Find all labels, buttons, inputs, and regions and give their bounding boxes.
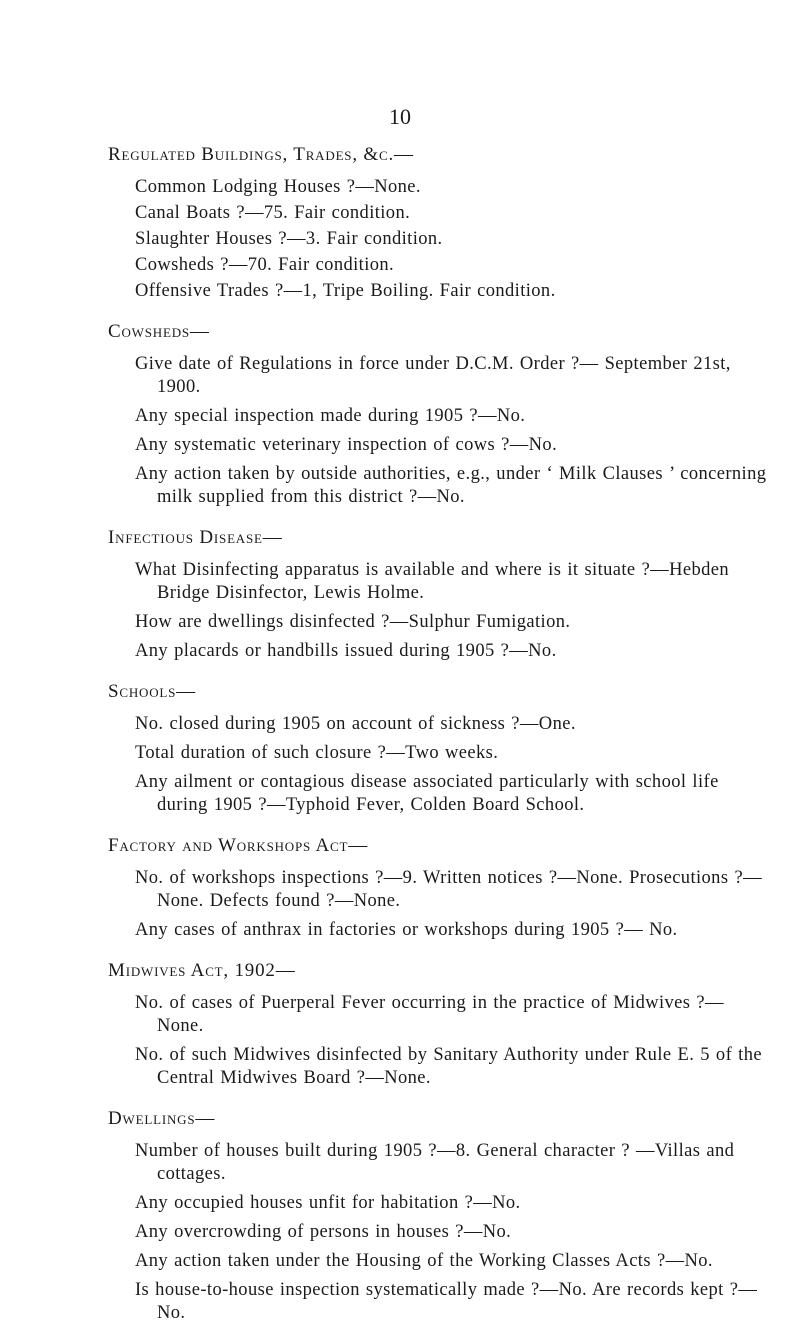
entry: Offensive Trades ?—1, Tripe Boiling. Fair condition. xyxy=(135,281,556,301)
section-infectious-disease xyxy=(108,526,768,663)
section-heading: Cowsheds— xyxy=(108,321,210,342)
section-heading: Dwellings— xyxy=(108,1108,216,1129)
section-factory-workshops-act xyxy=(108,834,768,942)
entry: Cowsheds ?—70. Fair condition. xyxy=(135,255,395,275)
section-heading: Regulated Buildings, Trades, &c.— xyxy=(108,144,414,165)
section-heading: Schools— xyxy=(108,681,196,702)
document-body xyxy=(108,143,768,1342)
entry: What Disinfecting apparatus is available and where is it situate ?—Hebden Bridge Disinfector, Lewis Holme. xyxy=(135,560,730,603)
entry: Any action taken under the Housing of the Working Classes Acts ?—No. xyxy=(135,1251,713,1271)
entry: No. of cases of Puerperal Fever occurring in the practice of Midwives ?—None. xyxy=(135,993,724,1036)
section-heading: Factory and Workshops Act— xyxy=(108,835,369,856)
page-number: 10 xyxy=(389,104,411,129)
section-schools xyxy=(108,680,768,817)
section-cowsheds xyxy=(108,320,768,509)
entry: How are dwellings disinfected ?—Sulphur Fumigation. xyxy=(135,612,571,632)
section-heading: Infectious Disease— xyxy=(108,527,283,548)
entry: No. of such Midwives disinfected by Sanitary Authority under Rule E. 5 of the Central Midwives Board ?—None. xyxy=(135,1045,762,1088)
entry: Any placards or handbills issued during 1905 ?—No. xyxy=(135,641,557,661)
entry: No. closed during 1905 on account of sickness ?—One. xyxy=(135,714,576,734)
entry: No. of workshops inspections ?—9. Written notices ?—None. Prosecutions ?—None. Defects found ?—None. xyxy=(135,868,762,911)
entry: Common Lodging Houses ?—None. xyxy=(135,177,421,197)
entry: Number of houses built during 1905 ?—8. General character ? —Villas and cottages. xyxy=(135,1141,735,1184)
entry: Give date of Regulations in force under D.C.M. Order ?— September 21st, 1900. xyxy=(135,354,731,397)
section-heading: Midwives Act, 1902— xyxy=(108,960,296,981)
entry: Any action taken by outside authorities, e.g., under ‘ Milk Clauses ’ concerning milk supplied from this district ?—No. xyxy=(135,464,767,507)
entry: Slaughter Houses ?—3. Fair condition. xyxy=(135,229,443,249)
entry: Total duration of such closure ?—Two weeks. xyxy=(135,743,499,763)
entry: Any ailment or contagious disease associated particularly with school life during 1905 ?—Typhoid Fever, Colden Board School. xyxy=(135,772,719,815)
entry: Canal Boats ?—75. Fair condition. xyxy=(135,203,411,223)
section-dwellings xyxy=(108,1107,768,1325)
entry: Is house-to-house inspection systematically made ?—No. Are records kept ?—No. xyxy=(135,1280,758,1323)
entry: Any special inspection made during 1905 ?—No. xyxy=(135,406,526,426)
entry: Any cases of anthrax in factories or workshops during 1905 ?— No. xyxy=(135,920,678,940)
entry: Any systematic veterinary inspection of cows ?—No. xyxy=(135,435,558,455)
entry: Any occupied houses unfit for habitation ?—No. xyxy=(135,1193,521,1213)
section-regulated-buildings xyxy=(108,143,768,303)
section-midwives-act xyxy=(108,959,768,1090)
entry: Any overcrowding of persons in houses ?—No. xyxy=(135,1222,512,1242)
